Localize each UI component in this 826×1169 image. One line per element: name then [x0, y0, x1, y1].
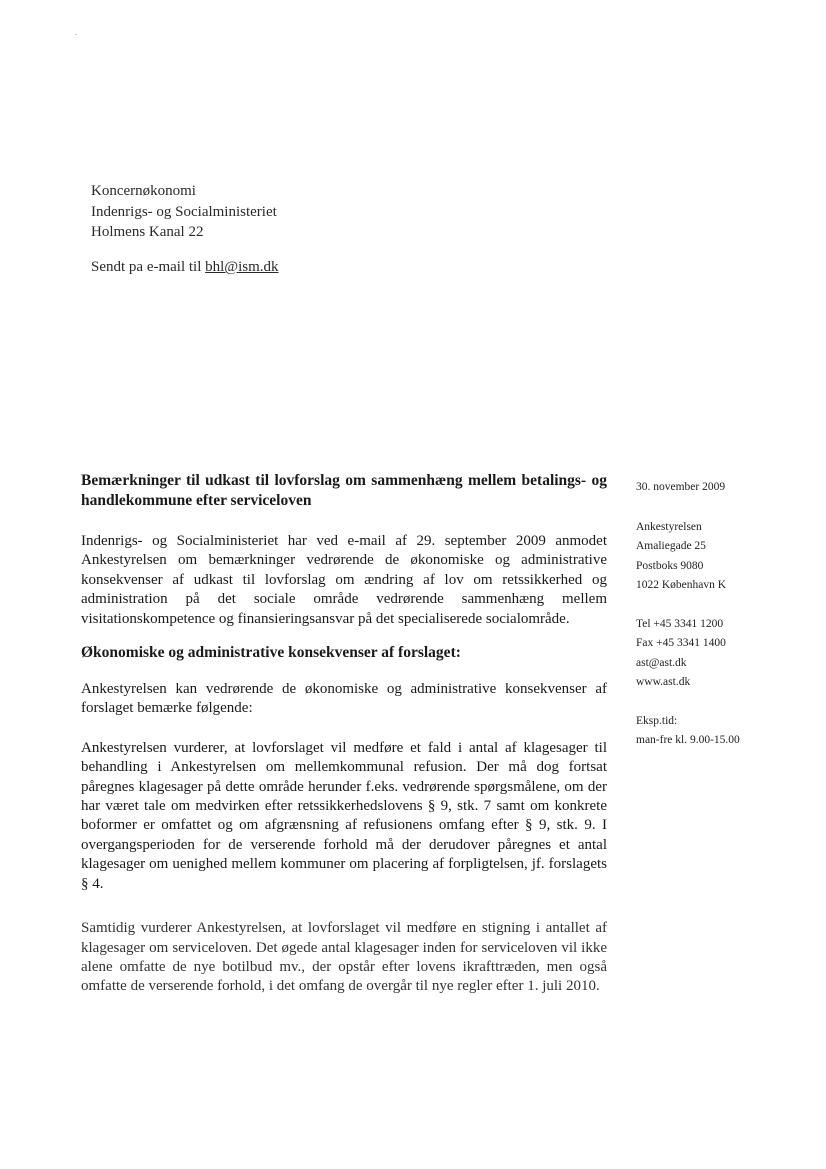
sender-web[interactable]: www.ast.dk — [636, 676, 691, 688]
sender-email[interactable]: ast@ast.dk — [636, 656, 687, 669]
recipient-line: Indenrigs- og Socialministeriet — [91, 203, 277, 220]
recipient-line: Holmens Kanal 22 — [91, 224, 204, 240]
sender-postbox: Postboks 9080 — [636, 559, 704, 572]
section-heading: Økonomiske og administrative konsekvenser af forslaget: — [81, 644, 461, 662]
sender-city: 1022 København K — [636, 579, 727, 591]
letter-subject: Bemærkninger til udkast til lovforslag om sammenhæng mellem betalings- og handlekommune efter serviceloven — [81, 472, 607, 509]
recipient-email-link[interactable]: bhl@ism.dk — [205, 259, 279, 275]
sender-street: Amaliegade 25 — [636, 540, 706, 552]
recipient-address — [91, 181, 277, 243]
sent-prefix: Sendt pa e-mail til — [91, 259, 206, 275]
scan-speck: . — [75, 28, 77, 37]
intro-paragraph: Indenrigs- og Socialministeriet har ved e-mail af 29. september 2009 anmodet Ankestyrelsen om bemærkninger vedrørende de økonomiske og administrative konsekvenser af udkast til lovforslag om ændring af lov om retssikkerhed og administration på det sociale område vedrørende sammenhæng mellem visitationskompetence og finansieringsansvar på det specialiserede socialområde. — [81, 533, 607, 627]
hours-label: Eksp.tid: — [636, 714, 678, 727]
recipient-line: Koncernøkonomi — [91, 183, 196, 199]
paragraph-3: Samtidig vurderer Ankestyrelsen, at lovforslaget vil medføre en stigning i antallet af klagesager om serviceloven. Det øgede antal klagesager inden for serviceloven vil ikke alene omfatte de nye botilbud mv., der opstår efter lovens ikrafttræden, men også omfatte de verserende forhold, i det omfang de overgår til nye regler efter 1. juli 2010. — [81, 920, 607, 995]
sender-info — [636, 478, 740, 751]
sender-name: Ankestyrelsen — [636, 520, 702, 533]
sender-tel: Tel +45 3341 1200 — [636, 617, 724, 630]
paragraph-2: Ankestyrelsen vurderer, at lovforslaget vil medføre et fald i antal af klagesager til behandling i Ankestyrelsen om mellemkommunal refusion. Der må dog fortsat påregnes klagesager på dette område herunder f.eks. vedrørende spørgsmålene, om der har været tale om medvirken efter retssikkerhedslovens § 9, stk. 7 samt om konkrete boformer er omfattet og om afgrænsning af refusionens omfang efter § 9, stk. 9. I overgangsperioden for de verserende forhold må der derudover påregnes et antal klagesager om uenighed mellem kommuner om placering af forpligtelsen, jf. forslagets § 4. — [81, 739, 607, 892]
sender-fax: Fax +45 3341 1400 — [636, 637, 726, 649]
sent-note — [91, 259, 279, 276]
letter-body — [81, 471, 607, 997]
paragraph-1: Ankestyrelsen kan vedrørende de økonomiske og administrative konsekvenser af forslaget bemærke følgende: — [81, 681, 607, 717]
hours-value: man-fre kl. 9.00-15.00 — [636, 734, 740, 746]
letter-date: 30. november 2009 — [636, 481, 726, 493]
